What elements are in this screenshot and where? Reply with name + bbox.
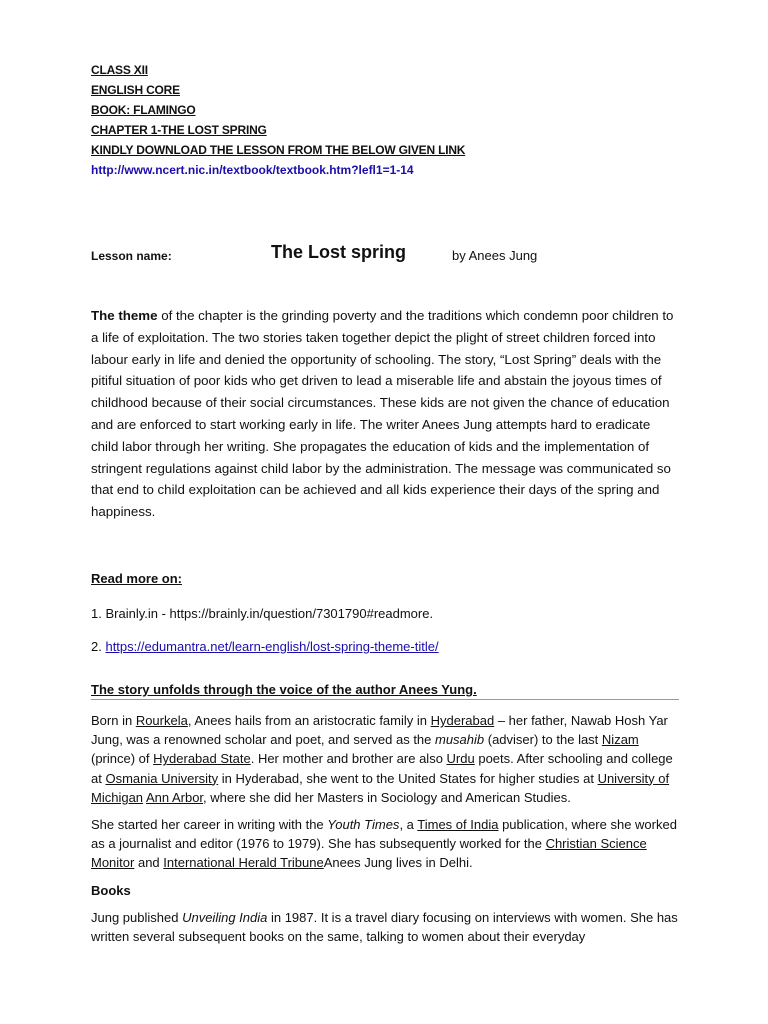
lesson-label: Lesson name: (91, 249, 172, 263)
document-header (91, 60, 465, 180)
books-heading: Books (91, 882, 131, 898)
story-heading-text: The story unfolds through the voice of the author Anees Yung. (91, 682, 477, 697)
text-run: poets. After schooling and college at (91, 751, 673, 786)
linked-term[interactable]: Rourkela (135, 713, 188, 728)
read-more-heading: Read more on: (91, 571, 183, 586)
bio-paragraph-3 (91, 908, 681, 946)
text-run: and (134, 855, 164, 871)
theme-lead: The theme (91, 308, 158, 323)
class-line: CLASS XII (91, 63, 148, 77)
text-run: , Anees hails from an aristocratic family in (187, 713, 431, 728)
text-run: She started her career in writing with the (91, 817, 328, 833)
text-run: (adviser) to the last (484, 732, 602, 748)
list-item (91, 639, 439, 672)
text-run: , a (399, 817, 418, 833)
text-run: (prince) of (91, 751, 154, 767)
list-item (91, 606, 439, 639)
edumantra-link[interactable]: https://edumantra.net/learn-english/lost-spring-theme-title/ (105, 639, 439, 654)
instruction-line: KINDLY DOWNLOAD THE LESSON FROM THE BELOW GIVEN LINK (91, 143, 466, 157)
text-run: in Hyderabad, she went to the United States for higher studies at (218, 770, 598, 786)
linked-term[interactable]: Christian Science Monitor (91, 836, 647, 871)
theme-text: of the chapter is the grinding poverty and the traditions which condemn poor children to a life of exploitation. The two stories taken together depict the plight of street children forced into labour early in life and denied the opportunity of schooling. The story, “Lost Spring” deals with the pitiful situation of poor kids who get driven to lead a miserable life and abstain the joyous times of childhood because of their social circumstances. These kids are not given the chance of education and are enforced to start working early in life. The writer Anees Jung attempts hard to eradicate child labor through her writing. She propagates the education of kids and the implementation of stringent regulations against child labor by the administration. The message was communicated so that end to child exploitation can be achieved and all kids experience their days of the spring and happiness. (91, 308, 674, 520)
subject-line: ENGLISH CORE (91, 83, 180, 97)
linked-term[interactable]: Urdu (446, 751, 475, 767)
text-run: Born in (91, 713, 136, 728)
linked-term[interactable]: Ann Arbor (145, 789, 204, 805)
linked-term[interactable]: International Herald Tribune (163, 855, 324, 871)
text-run: in 1987. It is a travel diary focusing on interviews with women. She has written several subsequent books on the same, talking to women about their everyday (91, 909, 678, 945)
read-more-list (91, 606, 439, 672)
list-number: 1. (91, 606, 102, 621)
author-bio (91, 711, 681, 954)
chapter-line: CHAPTER 1-THE LOST SPRING (91, 123, 267, 137)
story-heading (91, 682, 679, 700)
book-line: BOOK: FLAMINGO (91, 103, 196, 117)
lesson-title: The Lost spring (271, 242, 406, 262)
italic-term: Unveiling India (182, 909, 268, 925)
linked-term[interactable]: Nizam (601, 732, 639, 748)
text-run: , where she did her Masters in Sociology and American Studies. (203, 789, 571, 805)
linked-term[interactable]: Hyderabad (430, 713, 495, 728)
text-run: Jung published (91, 909, 183, 925)
text-run: Anees Jung lives in Delhi. (323, 855, 473, 871)
theme-paragraph (91, 305, 681, 523)
lesson-row (91, 242, 691, 272)
bio-paragraph-1 (91, 711, 681, 807)
linked-term[interactable]: Times of India (417, 817, 499, 833)
italic-term: Youth Times (327, 817, 400, 833)
bio-paragraph-2 (91, 815, 681, 873)
list-number: 2. (91, 639, 102, 654)
italic-term: musahib (435, 732, 485, 748)
text-run: publication, where she worked as a journalist and editor (1976 to 1979). She has subsequently worked for the (91, 817, 677, 852)
ncert-link[interactable]: http://www.ncert.nic.in/textbook/textbook.htm?lefl1=1-14 (91, 163, 414, 177)
text-run: – her father, Nawab Hosh Yar Jung, was a renowned scholar and poet, and served as the (91, 713, 668, 748)
linked-term[interactable]: Hyderabad State (153, 751, 251, 767)
linked-term[interactable]: University of Michigan (91, 770, 670, 805)
lesson-author: by Anees Jung (452, 248, 538, 263)
brainly-reference: Brainly.in - https://brainly.in/question/7301790#readmore. (105, 606, 434, 621)
text-run: . Her mother and brother are also (250, 751, 447, 767)
linked-term[interactable]: Osmania University (105, 770, 219, 786)
